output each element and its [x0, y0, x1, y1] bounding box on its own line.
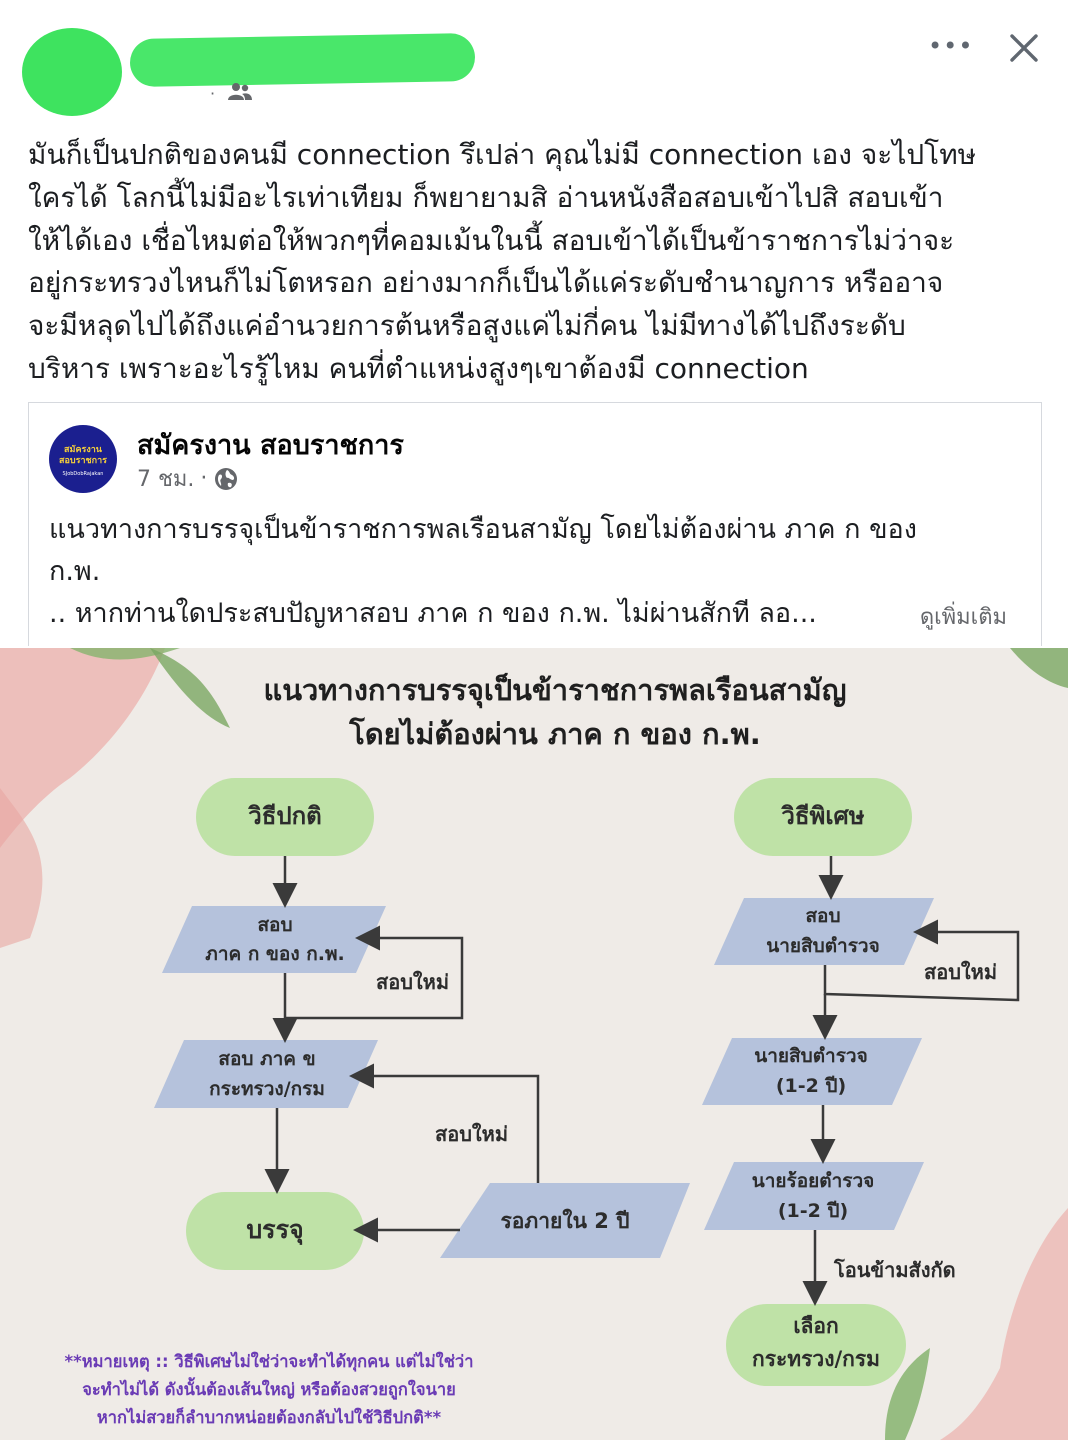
post-time[interactable]: 7 ชม. [137, 467, 195, 492]
avatar-redacted[interactable] [22, 28, 122, 116]
meta-separator: · [200, 466, 208, 491]
shared-page-name[interactable]: สมัครงาน สอบราชการ [137, 430, 404, 461]
node-right-step2-line2: (1-2 ปี) [777, 1200, 849, 1222]
logo-text-line2: สอบราชการ [59, 456, 107, 466]
flowchart-title-line1: แนวทางการบรรจุเป็นข้าราชการพลเรือนสามัญ [263, 673, 847, 707]
friends-audience-icon [226, 82, 254, 102]
logo-text-line1: สมัครงาน [64, 445, 102, 455]
shared-post-meta [137, 461, 239, 496]
node-right-step1-line2: (1-2 ปี) [775, 1075, 847, 1097]
shared-post-text: แนวทางการบรรจุเป็นข้าราชการพลเรือนสามัญ โดยไม่ต้องผ่าน ภาค ก ของ ก.พ. .. หากท่านใดประสบปัญหาสอบ ภาค ก ของ ก.พ. ไม่ผ่านสักที ลอ... [49, 514, 917, 629]
shared-post-card[interactable] [28, 402, 1042, 646]
logo-small-text: SJobDobRajakan [62, 471, 104, 477]
author-name-redacted[interactable] [130, 33, 476, 87]
post-message: มันก็เป็นปกติของคนมี connection รึเปล่า คุณไม่มี connection เอง จะไปโทษ ใครได้ โลกนี้ไม่มีอะไรเท่าเทียม ก็พยายามสิ อ่านหนังสือสอบเข้าไปสิ สอบเข้า ให้ได้เอง เชื่อไหมต่อให้พวกๆที่คอมเม้นในนี้ สอบเข้าได้เป็นข้าราชการไม่ว่าจะ อยู่กระทรวงไหนก็ไม่โตหรอก อย่างมากก็เป็นได้แค่ระดับชำนาญการ หรืออาจ จะมีหลุดไปได้ถึงแค่อำนวยการต้นหรือสูงแค่ไม่กี่คน ไม่มีทางได้ไปถึงระดับ บริหาร เพราะอะไรรู้ไหม คนที่ตำแหน่งสูงๆเขาต้องมี connection [28, 138, 977, 385]
node-right-start: วิธีพิเศษ [781, 802, 865, 830]
decor-bottom-right-shape [940, 1208, 1068, 1440]
node-right-exam [720, 901, 926, 961]
node-right-end-line2: กระทรวง/กรม [752, 1347, 880, 1371]
flowchart-footnote: **หมายเหตุ :: วิธีพิเศษไม่ใช่ว่าจะทำได้ทุกคน แต่ไม่ใช่ว่า จะทำไม่ได้ ดังนั้นต้องเส้นใหญ่ หรือต้องสวยถูกใจนาย หากไม่สวยก็ลำบากหน่อยต้องกลับไปใช้วิธีปกติ** [64, 1352, 474, 1427]
meta-separator: · [210, 84, 216, 103]
node-left-exam-b [162, 1044, 372, 1104]
flowchart-title [0, 668, 1068, 756]
edge-label-right-transfer: โอนข้ามสังกัด [834, 1258, 956, 1282]
node-right-step1-line1: นายสิบตำรวจ [754, 1045, 868, 1067]
close-icon[interactable] [1004, 28, 1044, 68]
node-right-exam-line1: สอบ [805, 905, 841, 927]
edge-label-left-retry-1: สอบใหม่ [376, 970, 450, 994]
more-options-icon[interactable]: ••• [928, 32, 974, 60]
flowchart-title-line2: โดยไม่ต้องผ่าน ภาค ก ของ ก.พ. [349, 717, 761, 751]
node-left-exam-a-line2: ภาค ก ของ ก.พ. [205, 943, 345, 965]
edge-label-left-retry-2: สอบใหม่ [435, 1122, 509, 1146]
node-left-exam-a [170, 911, 380, 969]
see-more-link[interactable]: ดูเพิ่มเติม [916, 599, 1007, 634]
node-right-step2 [710, 1166, 916, 1226]
node-left-start: วิธีปกติ [248, 802, 322, 830]
node-left-end: บรรจุ [246, 1215, 304, 1244]
node-right-end [726, 1310, 906, 1376]
node-right-end-line1: เลือก [793, 1314, 839, 1338]
node-right-exam-line2: นายสิบตำรวจ [766, 935, 880, 957]
node-right-step2-line1: นายร้อยตำรวจ [751, 1170, 875, 1192]
node-right-step1 [708, 1041, 914, 1101]
flowchart-image[interactable] [0, 648, 1068, 1440]
node-left-exam-b-line2: กระทรวง/กรม [209, 1078, 325, 1100]
node-left-wait: รอภายใน 2 ปี [500, 1209, 630, 1233]
edge-label-right-retry: สอบใหม่ [924, 960, 998, 984]
node-left-exam-a-line1: สอบ [257, 914, 293, 936]
node-left-exam-b-line1: สอบ ภาค ข [218, 1048, 316, 1070]
post-header [0, 0, 1068, 125]
page-logo[interactable] [49, 425, 117, 493]
globe-icon [213, 466, 239, 492]
